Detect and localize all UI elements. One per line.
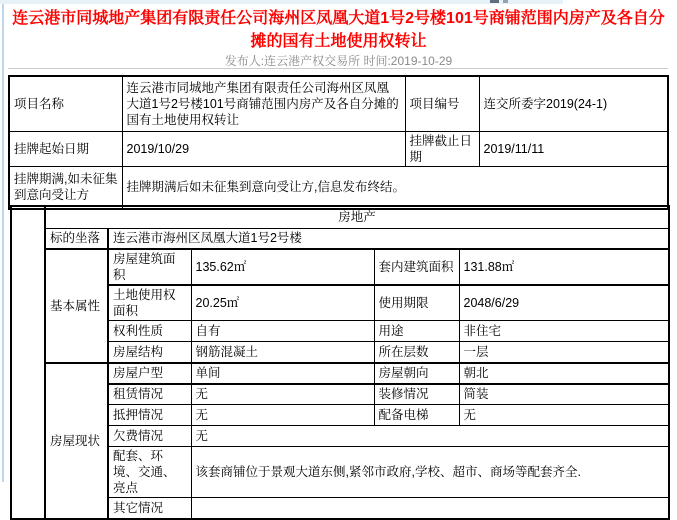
decoration-label: 装修情况 xyxy=(374,384,459,405)
usage-value: 非住宅 xyxy=(459,321,669,342)
lease-status-value: 无 xyxy=(191,384,374,405)
expiry-note-label: 挂牌期满,如未征集到意向受让方 xyxy=(9,166,122,209)
toolbar-icon-fragment xyxy=(490,0,499,3)
property-table xyxy=(10,205,670,520)
listing-end-value: 2019/11/11 xyxy=(479,131,668,166)
mortgage-status-label: 抵押情况 xyxy=(108,405,191,426)
building-area-value: 135.62㎡ xyxy=(191,249,374,285)
listing-start-label: 挂牌起始日期 xyxy=(9,131,122,166)
page-left-border xyxy=(2,4,4,482)
lease-status-label: 租赁情况 xyxy=(108,384,191,405)
project-number-value: 连交所委字2019(24-1) xyxy=(479,76,668,131)
amenities-label: 配套、环境、交通、亮点 xyxy=(108,447,191,498)
top-edge-strip xyxy=(0,0,563,4)
group-basic-attributes: 基本属性 xyxy=(45,249,108,363)
floor-value: 一层 xyxy=(459,342,669,363)
publisher-line: 发布人:连云港产权交易所 时间:2019-10-29 xyxy=(224,54,453,68)
structure-value: 钢筋混凝土 xyxy=(191,342,374,363)
arrears-status-label: 欠费情况 xyxy=(108,426,191,447)
elevator-label: 配备电梯 xyxy=(374,405,459,426)
location-label: 标的坐落 xyxy=(45,228,108,249)
use-period-value: 2048/6/29 xyxy=(459,285,669,321)
building-area-label: 房屋建筑面积 xyxy=(108,249,191,285)
other-info-label: 其它情况 xyxy=(108,498,191,519)
elevator-value: 无 xyxy=(459,405,669,426)
land-use-area-label: 土地使用权面积 xyxy=(108,285,191,321)
rights-nature-label: 权利性质 xyxy=(108,321,191,342)
location-value: 连云港市海州区凤凰大道1号2号楼 xyxy=(108,228,669,249)
usage-label: 用途 xyxy=(374,321,459,342)
page-title: 连云港市同城地产集团有限责任公司海州区凤凰大道1号2号楼101号商铺范围内房产及各自分摊的国有土地使用权转让 xyxy=(12,10,665,50)
project-name-value: 连云港市同城地产集团有限责任公司海州区凤凰大道1号2号楼101号商铺范围内房产及各自分摊的国有土地使用权转让 xyxy=(122,76,405,131)
inner-area-label: 套内建筑面积 xyxy=(374,249,459,285)
amenities-value: 该套商铺位于景观大道东侧,紧邻市政府,学校、超市、商场等配套齐全. xyxy=(191,447,669,498)
listing-start-value: 2019/10/29 xyxy=(122,131,405,166)
toolbar-icon-fragment xyxy=(503,0,508,3)
other-info-value xyxy=(191,498,669,519)
mortgage-status-value: 无 xyxy=(191,405,374,426)
structure-label: 房屋结构 xyxy=(108,342,191,363)
arrears-status-value: 无 xyxy=(191,426,669,447)
land-use-area-value: 20.25㎡ xyxy=(191,285,374,321)
unit-type-value: 单间 xyxy=(191,363,374,384)
orientation-value: 朝北 xyxy=(459,363,669,384)
header-divider xyxy=(8,68,668,69)
decoration-value: 简装 xyxy=(459,384,669,405)
expiry-note-value: 挂牌期满后如未征集到意向受让方,信息发布终结。 xyxy=(122,166,668,209)
rights-nature-value: 自有 xyxy=(191,321,374,342)
group-current-status: 房屋现状 xyxy=(45,363,108,519)
left-spacer-column xyxy=(11,206,45,519)
listing-end-label: 挂牌截止日期 xyxy=(405,131,479,166)
listing-info-table xyxy=(8,75,669,210)
project-number-label: 项目编号 xyxy=(405,76,479,131)
inner-area-value: 131.88㎡ xyxy=(459,249,669,285)
unit-type-label: 房屋户型 xyxy=(108,363,191,384)
orientation-label: 房屋朝向 xyxy=(374,363,459,384)
property-type-header: 房地产 xyxy=(45,206,669,228)
project-name-label: 项目名称 xyxy=(9,76,122,131)
use-period-label: 使用期限 xyxy=(374,285,459,321)
floor-label: 所在层数 xyxy=(374,342,459,363)
